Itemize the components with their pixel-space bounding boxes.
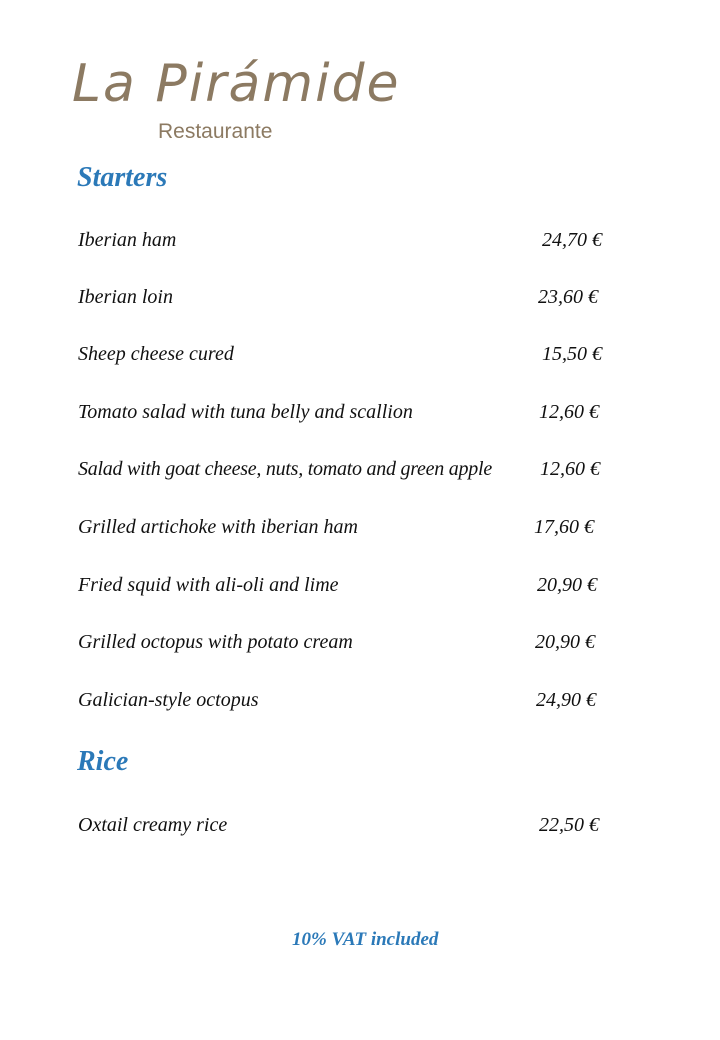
vat-note: 10% VAT included	[292, 929, 439, 950]
menu-item-price: 24,70 €	[542, 229, 602, 251]
menu-item-name: Grilled artichoke with iberian ham	[78, 516, 358, 538]
section-title-starters: Starters	[77, 162, 168, 193]
menu-item	[78, 401, 608, 427]
menu-item-name: Iberian loin	[78, 286, 173, 308]
menu-item	[78, 229, 608, 255]
menu-item-price: 17,60 €	[534, 516, 594, 538]
menu-item-name: Grilled octopus with potato cream	[78, 631, 353, 653]
menu-item	[78, 814, 608, 840]
menu-item-price: 24,90 €	[536, 689, 596, 711]
menu-item-name: Oxtail creamy rice	[78, 814, 228, 836]
menu-item	[78, 631, 608, 657]
menu-item-price: 15,50 €	[542, 343, 602, 365]
logo-subtitle: Restaurante	[158, 120, 273, 143]
menu-item-price: 22,50 €	[539, 814, 599, 836]
menu-item	[78, 286, 608, 312]
menu-item	[78, 458, 608, 484]
menu-item-name: Sheep cheese cured	[78, 343, 234, 365]
menu-item	[78, 689, 608, 715]
menu-item-price: 12,60 €	[539, 401, 599, 423]
menu-item-price: 23,60 €	[538, 286, 598, 308]
logo-name: La Pirámide	[72, 54, 401, 114]
menu-item	[78, 343, 608, 369]
menu-item-name: Galician-style octopus	[78, 689, 259, 711]
menu-item-name: Iberian ham	[78, 229, 177, 251]
menu-item-name: Fried squid with ali-oli and lime	[78, 574, 339, 596]
menu-item	[78, 574, 608, 600]
menu-item	[78, 516, 608, 542]
menu-item-price: 20,90 €	[537, 574, 597, 596]
menu-item-price: 12,60 €	[540, 458, 600, 480]
section-title-rice: Rice	[77, 746, 129, 777]
menu-item-name: Salad with goat cheese, nuts, tomato and green apple	[78, 458, 492, 480]
menu-item-name: Tomato salad with tuna belly and scallion	[78, 401, 413, 423]
restaurant-logo	[72, 54, 401, 143]
menu-item-price: 20,90 €	[535, 631, 595, 653]
